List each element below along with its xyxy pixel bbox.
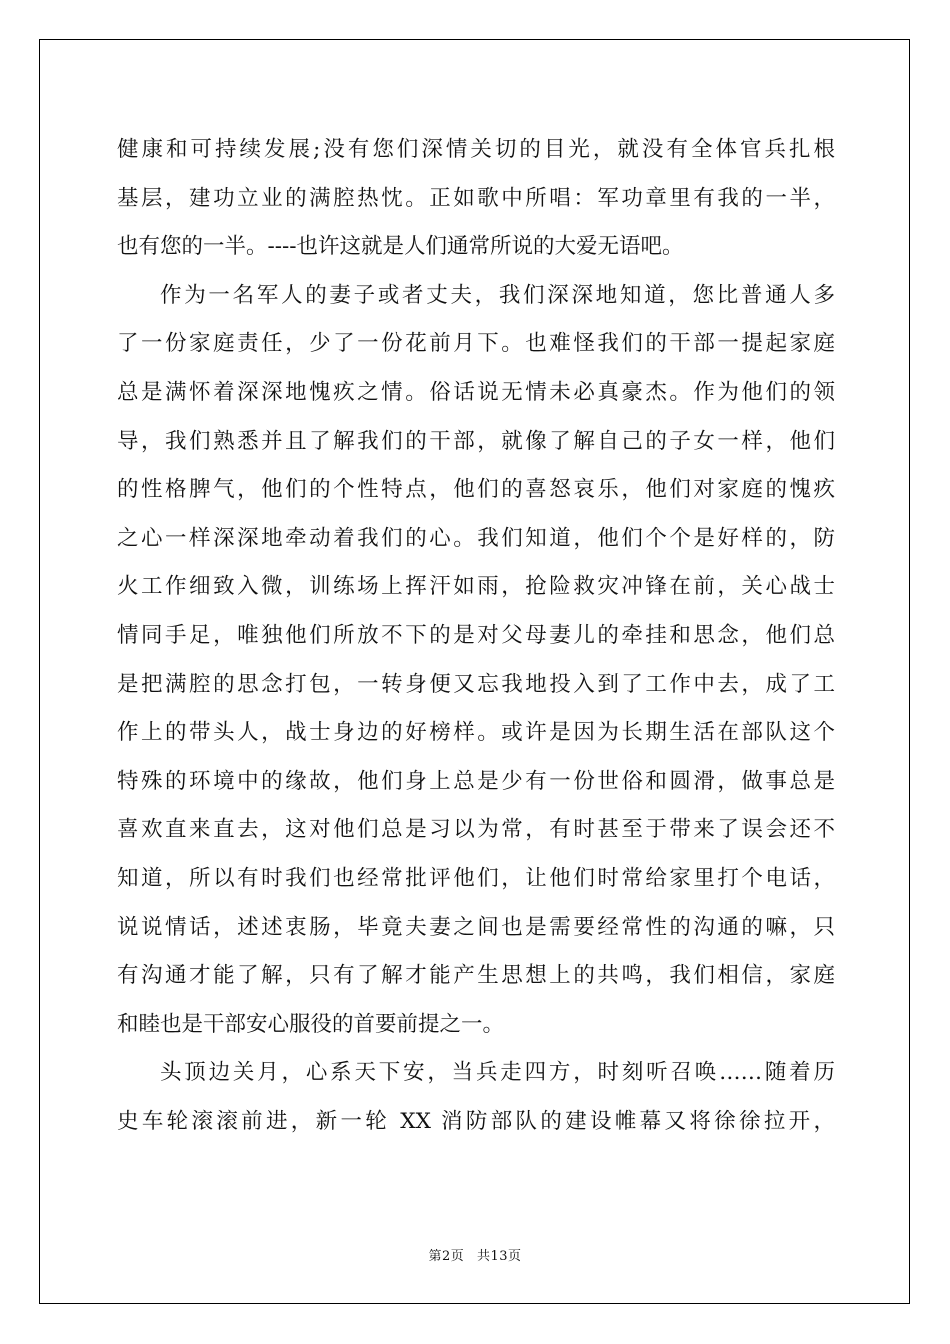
page-number: 第2页 — [428, 1249, 465, 1264]
text-line: 之心一样深深地牵动着我们的心。我们知道，他们个个是好样的，防 — [117, 525, 835, 551]
text-line: 总是满怀着深深地愧疚之情。俗话说无情未必真豪杰。作为他们的领 — [117, 379, 835, 405]
text-line: 也有您的一半。----也许这就是人们通常所说的大爱无语吧。 — [117, 234, 684, 260]
page-total: 共13页 — [476, 1249, 522, 1264]
text-line: 是把满腔的思念打包，一转身便又忘我地投入到了工作中去，成了工 — [117, 671, 835, 697]
text-line: 导，我们熟悉并且了解我们的干部，就像了解自己的子女一样，他们 — [117, 428, 835, 454]
paragraph-start-line: 头顶边关月，心系天下安，当兵走四方，时刻听召唤……随着历 — [160, 1060, 835, 1086]
text-line: 和睦也是干部安心服役的首要前提之一。 — [117, 1011, 505, 1037]
text-line: 有沟通才能了解，只有了解才能产生思想上的共鸣，我们相信，家庭 — [117, 963, 835, 989]
text-line: 了一份家庭责任，少了一份花前月下。也难怪我们的干部一提起家庭 — [117, 331, 835, 357]
text-line: 基层，建功立业的满腔热忱。正如歌中所唱：军功章里有我的一半， — [117, 185, 835, 211]
text-line: 特殊的环境中的缘故，他们身上总是少有一份世俗和圆滑，做事总是 — [117, 768, 835, 794]
text-line: 的性格脾气，他们的个性特点，他们的喜怒哀乐，他们对家庭的愧疚 — [117, 477, 835, 503]
page-footer — [0, 1245, 950, 1264]
text-line: 健康和可持续发展;没有您们深情关切的目光，就没有全体官兵扎根 — [117, 137, 835, 162]
document-body — [117, 126, 835, 1146]
paragraph-start-line: 作为一名军人的妻子或者丈夫，我们深深地知道，您比普通人多 — [160, 282, 835, 308]
text-line: 火工作细致入微，训练场上挥汗如雨，抢险救灾冲锋在前，关心战士 — [117, 574, 835, 600]
text-line: 史车轮滚滚前进，新一轮 XX 消防部队的建设帷幕又将徐徐拉开， — [117, 1108, 835, 1134]
text-line: 说说情话，述述衷肠，毕竟夫妻之间也是需要经常性的沟通的嘛，只 — [117, 914, 835, 940]
text-line: 作上的带头人，战士身边的好榜样。或许是因为长期生活在部队这个 — [117, 720, 835, 746]
text-line: 喜欢直来直去，这对他们总是习以为常，有时甚至于带来了误会还不 — [117, 817, 835, 843]
text-line: 情同手足，唯独他们所放不下的是对父母妻儿的牵挂和思念，他们总 — [117, 622, 835, 648]
text-line: 知道，所以有时我们也经常批评他们，让他们时常给家里打个电话， — [117, 865, 835, 891]
